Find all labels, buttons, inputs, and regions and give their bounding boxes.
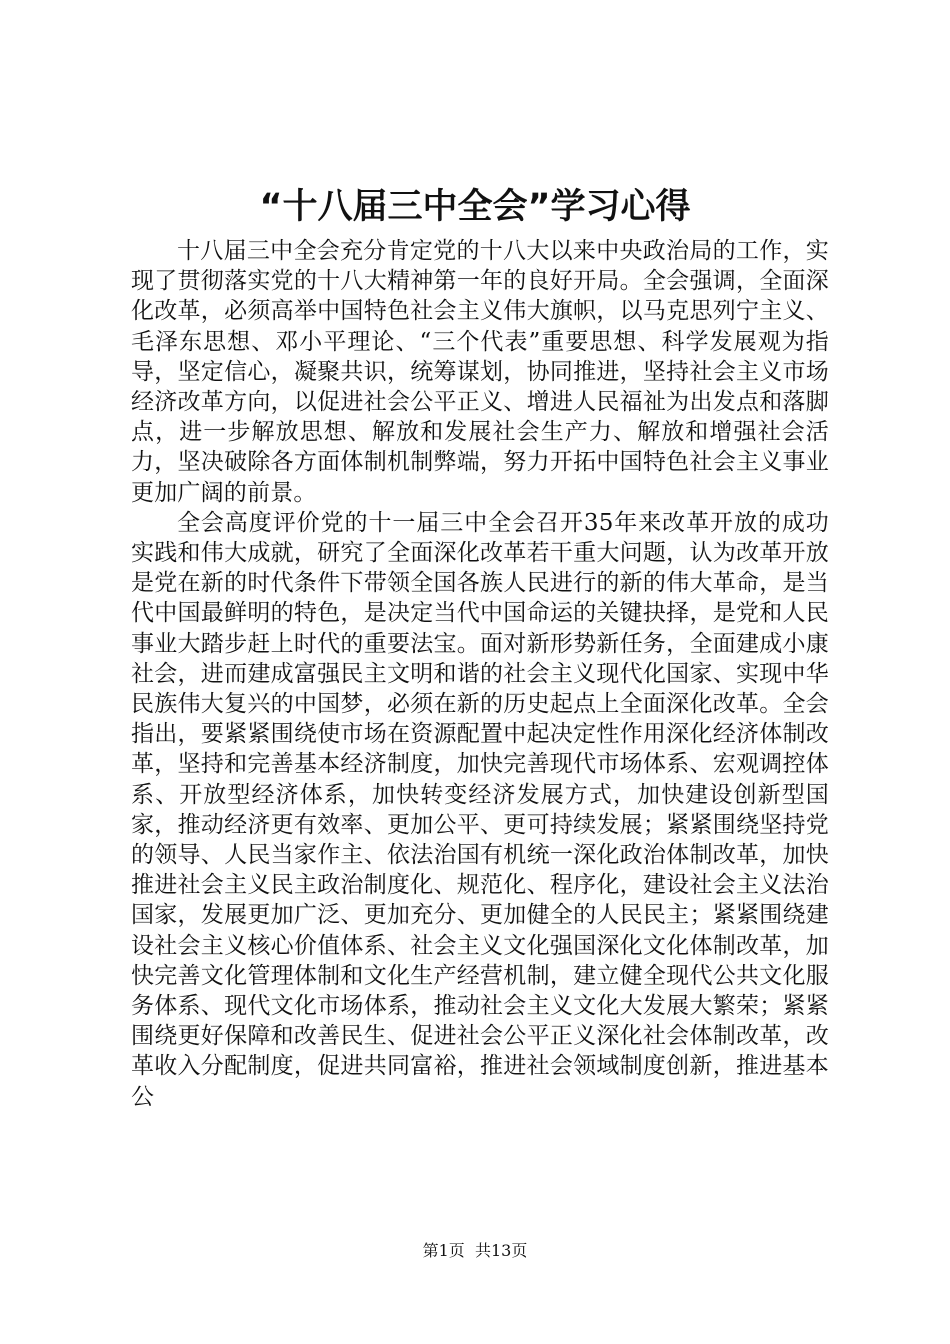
page-number: 第1页	[422, 1241, 465, 1260]
page-total: 共13页	[474, 1241, 528, 1260]
page-footer	[0, 1240, 950, 1262]
document-title: “十八届三中全会”学习心得	[259, 187, 691, 227]
paragraph-2: 全会高度评价党的十一届三中全会召开35年来改革开放的成功实践和伟大成就，研究了全面深化改革若干重大问题，认为改革开放是党在新的时代条件下带领全国各族人民进行的新的伟大革命，是当代中国最鲜明的特色，是决定当代中国命运的关键抉择，是党和人民事业大踏步赶上时代的重要法宝。面对新形势新任务，全面建成小康社会，进而建成富强民主文明和谐的社会主义现代化国家、实现中华民族伟大复兴的中国梦，必须在新的历史起点上全面深化改革。全会指出，要紧紧围绕使市场在资源配置中起决定性作用深化经济体制改革，坚持和完善基本经济制度，加快完善现代市场体系、宏观调控体系、开放型经济体系，加快转变经济发展方式，加快建设创新型国家，推动经济更有效率、更加公平、更可持续发展；紧紧围绕坚持党的领导、人民当家作主、依法治国有机统一深化政治体制改革，加快推进社会主义民主政治制度化、规范化、程序化，建设社会主义法治国家，发展更加广泛、更加充分、更加健全的人民民主；紧紧围绕建设社会主义核心价值体系、社会主义文化强国深化文化体制改革，加快完善文化管理体制和文化生产经营机制，建立健全现代公共文化服务体系、现代文化市场体系，推动社会主义文化大发展大繁荣；紧紧围绕更好保障和改善民生、促进社会公平正义深化社会体制改革，改革收入分配制度，促进共同富裕，推进社会领域制度创新，推进基本公	[131, 509, 829, 1110]
document-body	[131, 236, 829, 1112]
paragraph-1: 十八届三中全会充分肯定党的十八大以来中央政治局的工作，实现了贯彻落实党的十八大精神第一年的良好开局。全会强调，全面深化改革，必须高举中国特色社会主义伟大旗帜，以马克思列宁主义、毛泽东思想、邓小平理论、“三个代表”重要思想、科学发展观为指导，坚定信心，凝聚共识，统筹谋划，协同推进，坚持社会主义市场经济改革方向，以促进社会公平正义、增进人民福祉为出发点和落脚点，进一步解放思想、解放和发展社会生产力、解放和增强社会活力，坚决破除各方面体制机制弊端，努力开拓中国特色社会主义事业更加广阔的前景。	[131, 238, 829, 506]
